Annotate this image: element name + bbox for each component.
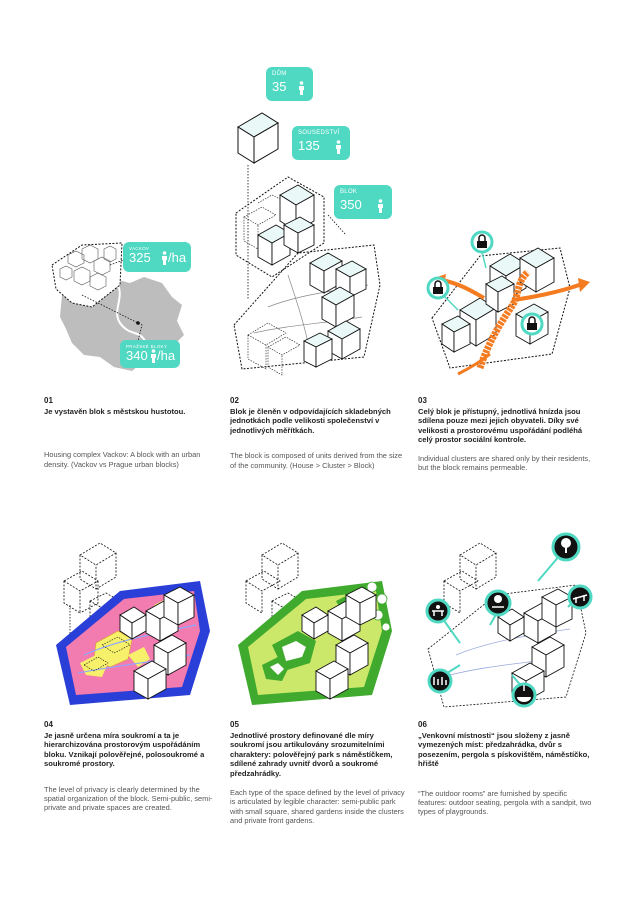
sandpit-icon: [513, 684, 535, 706]
diagram-05-landscape: [232, 535, 402, 705]
diagram-04-privacy: [50, 535, 220, 705]
playground-icon: [429, 670, 451, 692]
person-icon: [150, 349, 157, 363]
diagram-06-outdoor-rooms: [420, 525, 600, 710]
caption-number: 01: [44, 396, 53, 405]
caption-number: 05: [230, 720, 239, 729]
caption-czech: Je vystavěn blok s městskou hustotou.: [44, 407, 186, 416]
caption-czech: Je jasně určena míra soukromí a ta je hierarchizována prostorovým uspořádáním bloku. Vznikají polověřejné, polosoukromé a soukromé prostory.: [44, 731, 205, 769]
density-bubble-prague-blocks: PRAŽSKÉ BLOKY 340 /ha: [120, 340, 180, 368]
person-icon: [335, 140, 342, 154]
pergola-icon: [569, 586, 591, 608]
caption-czech: „Venkovní místnosti“ jsou složeny z jasně vymezených míst: předzahrádka, dvůr s posezením, pergola s pískovištěm, náměstíčko, hřiště: [418, 731, 590, 769]
caption-01: [44, 396, 222, 469]
caption-02: [230, 396, 408, 470]
caption-english: “The outdoor rooms” are furnished by specific features: outdoor seating, pergola with a sandpit, two types of playgrounds.: [418, 788, 592, 817]
caption-czech: Blok je členěn v odpovídajících skladebných jednotkách podle velikosti společenství v jednotlivých měřítkách.: [230, 407, 391, 435]
lock-icon: [522, 314, 542, 334]
caption-czech: Celý blok je přístupný, jednotlivá hnízda jsou sdílena pouze mezi jejich obyvateli. Díky své velikosti a prostorovému uspořádání podléhá celý prostor sociální kontrole.: [418, 407, 583, 445]
house-unit: [238, 113, 278, 163]
caption-czech: Jednotlivé prostory definované dle míry soukromí jsou artikulovány srozumitelními charaktery: polověřejný park s náměstíčkem, sdílené zahrady uvnitř dvorů a soukromé předzahrádky.: [230, 731, 393, 778]
caption-06: [418, 720, 596, 817]
caption-04: [44, 720, 222, 813]
person-icon: [161, 251, 168, 265]
caption-english: The block is composed of units derived from the size of the community. (House > Cluster > Block): [230, 451, 403, 470]
bubble-neighbourhood: SOUSEDSTVÍ 135: [292, 126, 350, 160]
caption-05: [230, 720, 408, 826]
caption-english: Housing complex Vackov: A block with an urban density. (Vackov vs Prague urban blocks): [44, 450, 201, 469]
person-icon: [298, 81, 305, 95]
bubble-block: BLOK 350: [334, 185, 392, 219]
caption-number: 06: [418, 720, 427, 729]
tree-icon: [553, 534, 579, 560]
caption-english: The level of privacy is clearly determined by the spatial organization of the block. Semi-public, semi-private and private spaces are created.: [44, 784, 213, 813]
caption-number: 03: [418, 396, 427, 405]
caption-number: 04: [44, 720, 53, 729]
caption-number: 02: [230, 396, 239, 405]
density-bubble-vackov: VACKOV 325 /ha: [123, 242, 191, 272]
garden-icon: [486, 591, 510, 615]
caption-english: Individual clusters are shared only by their residents, but the block remains permeable.: [418, 453, 591, 473]
caption-english: Each type of the space defined by the level of privacy is articulated by legible character: semi-public park with small square, shared gardens inside the clusters and private front gardens.: [230, 788, 405, 826]
lock-icon: [428, 278, 448, 298]
caption-03: [418, 396, 596, 472]
lock-icon: [472, 232, 492, 252]
diagram-03-permeability: [420, 228, 600, 378]
bubble-house: DŮM 35: [266, 67, 313, 101]
person-icon: [377, 199, 384, 213]
seating-icon: [427, 600, 449, 622]
